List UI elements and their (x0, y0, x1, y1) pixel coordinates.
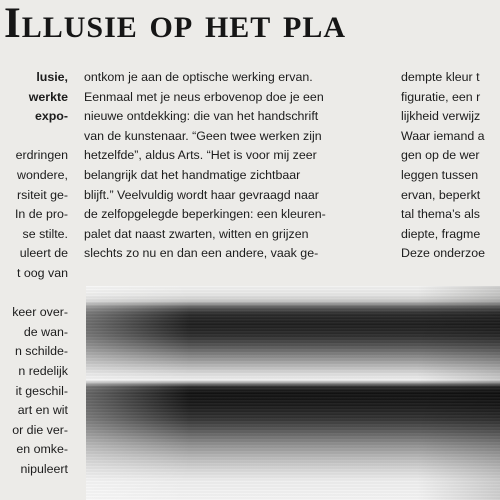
column-left (0, 68, 68, 479)
text-line: gen op de wer (401, 148, 480, 163)
text-line: ervan, beperkt (401, 187, 481, 202)
photo-grain (86, 286, 500, 500)
headline: Illusie op het pla (4, 0, 347, 47)
text-line: hetzelfde”, aldus Arts. “Het is voor mij zeer (84, 148, 317, 163)
text-line: blijft.” Veelvuldig wordt haar gevraagd naar (84, 187, 319, 202)
text-line: uleert de (19, 246, 68, 261)
text-line: lusie, (36, 70, 68, 84)
text-line: Eenmaal met je neus erbovenop doe je een (84, 89, 324, 104)
text-line: n schilde- (14, 344, 68, 359)
text-line: wondere, (17, 167, 68, 182)
text-line: diepte, fragme (401, 226, 481, 241)
text-line: erdringen (15, 148, 68, 163)
text-line: tal thema’s als (401, 207, 480, 222)
text-line: figuratie, een r (401, 89, 481, 104)
text-line: or die ver- (12, 422, 68, 437)
text-line: Deze onderzoe (401, 246, 486, 261)
paragraph-gap (0, 127, 68, 147)
text-line: n redelijk (18, 363, 68, 378)
text-line: t oog van (17, 265, 68, 280)
column-middle (84, 68, 384, 264)
text-line: se stilte. (22, 226, 68, 241)
text-line: slechts zo nu en dan een andere, vaak ge- (84, 246, 319, 261)
paragraph-gap (0, 284, 68, 304)
text-line: expo- (34, 109, 68, 124)
text-line: van de kunstenaar. “Geen twee werken zijn (84, 128, 322, 143)
text-line: it geschil- (15, 383, 68, 398)
text-line: werkte (28, 89, 68, 104)
text-line: de zelfopgelegde beperkingen: een kleuren- (84, 207, 326, 222)
text-line: en omke- (16, 442, 68, 457)
text-line: lijkheid verwijz (401, 109, 481, 124)
text-line: de wan- (23, 324, 68, 339)
text-line: leggen tussen (401, 167, 479, 182)
text-line: ontkom je aan de optische werking ervan. (84, 70, 313, 84)
text-line: belangrijk dat het handmatige zichtbaar (84, 167, 301, 182)
text-line: art en wit (17, 403, 68, 418)
text-line: keer over- (12, 305, 68, 320)
text-line: nipuleert (20, 461, 68, 476)
text-line: In de pro- (14, 207, 68, 222)
text-line: Waar iemand a (401, 128, 485, 143)
striped-painting-photo (86, 286, 500, 500)
text-line: palet dat naast zwarten, witten en grijzen (84, 226, 309, 241)
text-line: nieuwe ontdekking: die van het handschrift (84, 109, 319, 124)
text-line: rsiteit ge- (17, 187, 68, 202)
column-right (401, 68, 500, 264)
text-line: dempte kleur t (401, 70, 480, 84)
